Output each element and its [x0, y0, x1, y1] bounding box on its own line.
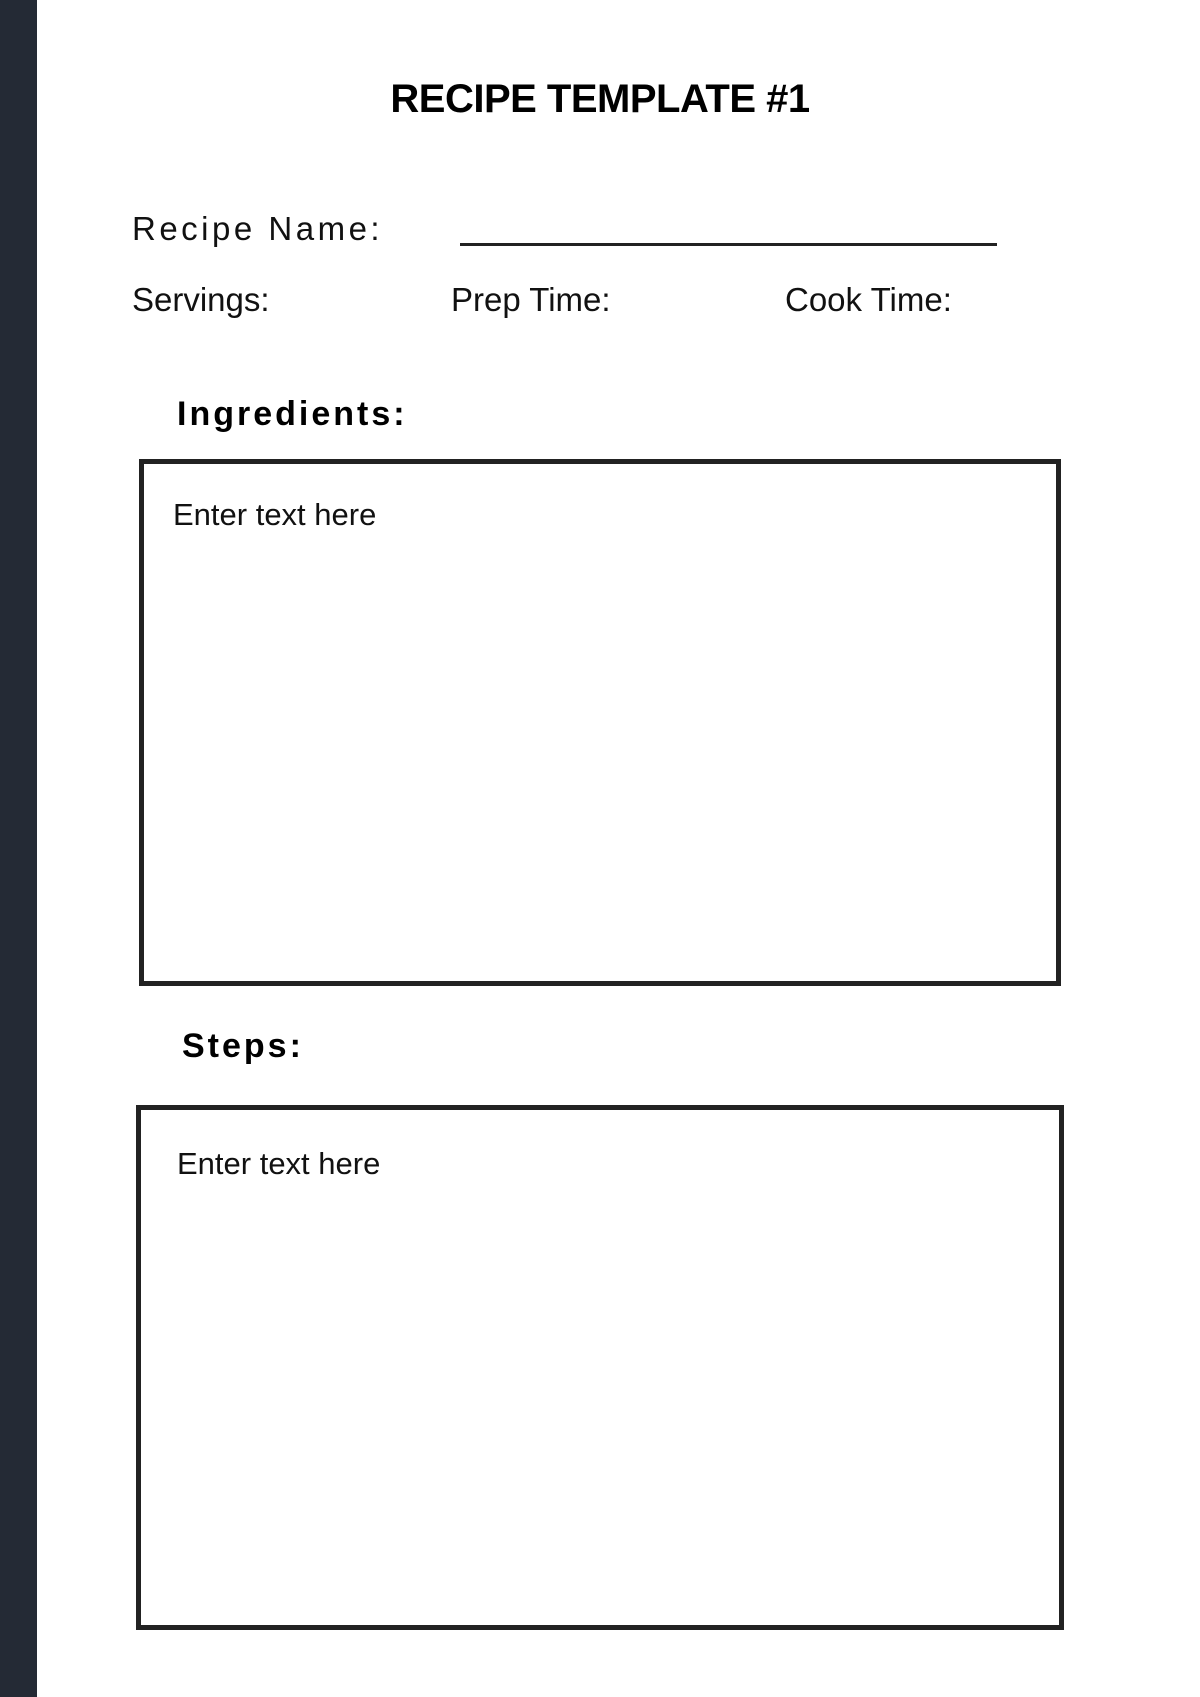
- prep-time-label: Prep Time:: [451, 281, 611, 318]
- cook-time-label: Cook Time:: [785, 281, 952, 318]
- steps-heading: Steps:: [182, 1027, 304, 1065]
- steps-text-box[interactable]: [136, 1105, 1064, 1630]
- recipe-name-field[interactable]: [460, 243, 997, 246]
- steps-placeholder: Enter text here: [177, 1146, 381, 1181]
- page-title: RECIPE TEMPLATE #1: [390, 77, 810, 121]
- ingredients-placeholder: Enter text here: [173, 497, 377, 532]
- recipe-name-label: Recipe Name:: [132, 210, 384, 247]
- ingredients-text-box[interactable]: [139, 459, 1061, 986]
- side-bar: [0, 0, 37, 1697]
- ingredients-heading: Ingredients:: [177, 395, 408, 433]
- servings-label: Servings:: [132, 281, 270, 318]
